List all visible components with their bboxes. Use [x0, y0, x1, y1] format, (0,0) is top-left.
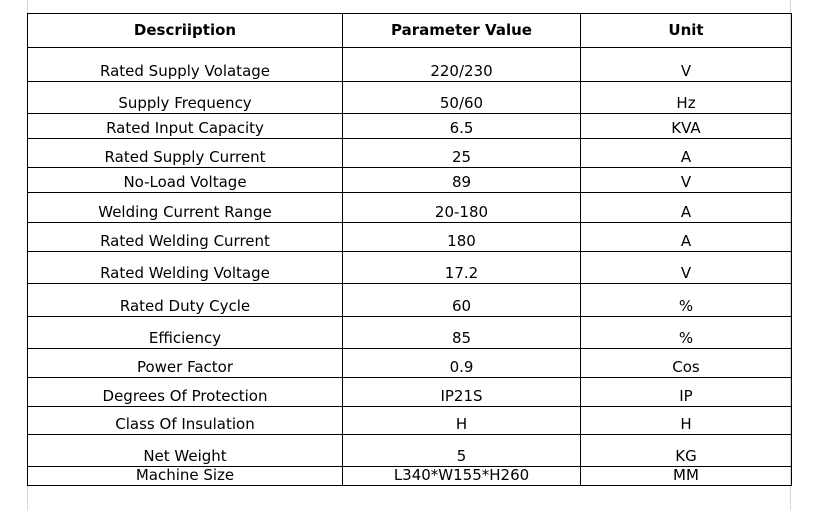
specification-table: [27, 13, 792, 486]
cell-value: H: [343, 407, 581, 435]
cell-value: 6.5: [343, 114, 581, 139]
table-row: [28, 435, 792, 467]
header-description: Descriiption: [28, 14, 343, 48]
table-row: [28, 317, 792, 349]
cell-unit: V: [581, 48, 792, 82]
cell-description: No-Load Voltage: [28, 168, 343, 193]
cell-unit: H: [581, 407, 792, 435]
cell-value: 180: [343, 223, 581, 252]
cell-description: Rated Input Capacity: [28, 114, 343, 139]
cell-description: Efficiency: [28, 317, 343, 349]
cell-unit: IP: [581, 378, 792, 407]
header-parameter-value: Parameter Value: [343, 14, 581, 48]
cell-description: Class Of Insulation: [28, 407, 343, 435]
cell-value: 50/60: [343, 82, 581, 114]
cell-description: Rated Supply Current: [28, 139, 343, 168]
cell-description: Rated Duty Cycle: [28, 284, 343, 317]
cell-unit: A: [581, 223, 792, 252]
cell-value: IP21S: [343, 378, 581, 407]
cell-value: 0.9: [343, 349, 581, 378]
cell-description: Rated Welding Current: [28, 223, 343, 252]
cell-unit: %: [581, 284, 792, 317]
cell-value: 5: [343, 435, 581, 467]
cell-description: Rated Welding Voltage: [28, 252, 343, 284]
cell-unit: Hz: [581, 82, 792, 114]
cell-unit: KVA: [581, 114, 792, 139]
cell-description: Power Factor: [28, 349, 343, 378]
cell-unit: Cos: [581, 349, 792, 378]
cell-description: Supply Frequency: [28, 82, 343, 114]
cell-value: L340*W155*H260: [343, 467, 581, 486]
header-unit: Unit: [581, 14, 792, 48]
cell-description: Machine Size: [28, 467, 343, 486]
cell-unit: A: [581, 193, 792, 223]
cell-value: 85: [343, 317, 581, 349]
table-row: [28, 193, 792, 223]
cell-unit: V: [581, 252, 792, 284]
cell-description: Welding Current Range: [28, 193, 343, 223]
cell-value: 60: [343, 284, 581, 317]
table-row: [28, 378, 792, 407]
cell-value: 220/230: [343, 48, 581, 82]
cell-description: Rated Supply Volatage: [28, 48, 343, 82]
cell-description: Degrees Of Protection: [28, 378, 343, 407]
table-row: [28, 349, 792, 378]
cell-description: Net Weight: [28, 435, 343, 467]
table-row: [28, 168, 792, 193]
cell-unit: A: [581, 139, 792, 168]
table-row: [28, 48, 792, 82]
cell-value: 89: [343, 168, 581, 193]
table-row: [28, 407, 792, 435]
cell-value: 20-180: [343, 193, 581, 223]
cell-unit: %: [581, 317, 792, 349]
cell-unit: MM: [581, 467, 792, 486]
table-row: [28, 139, 792, 168]
table-row: [28, 252, 792, 284]
table-row: [28, 223, 792, 252]
cell-value: 25: [343, 139, 581, 168]
table-row: [28, 82, 792, 114]
table-row: [28, 114, 792, 139]
cell-unit: V: [581, 168, 792, 193]
cell-value: 17.2: [343, 252, 581, 284]
table-row: [28, 284, 792, 317]
cell-unit: KG: [581, 435, 792, 467]
table-header-row: [28, 14, 792, 48]
table-row: [28, 467, 792, 486]
